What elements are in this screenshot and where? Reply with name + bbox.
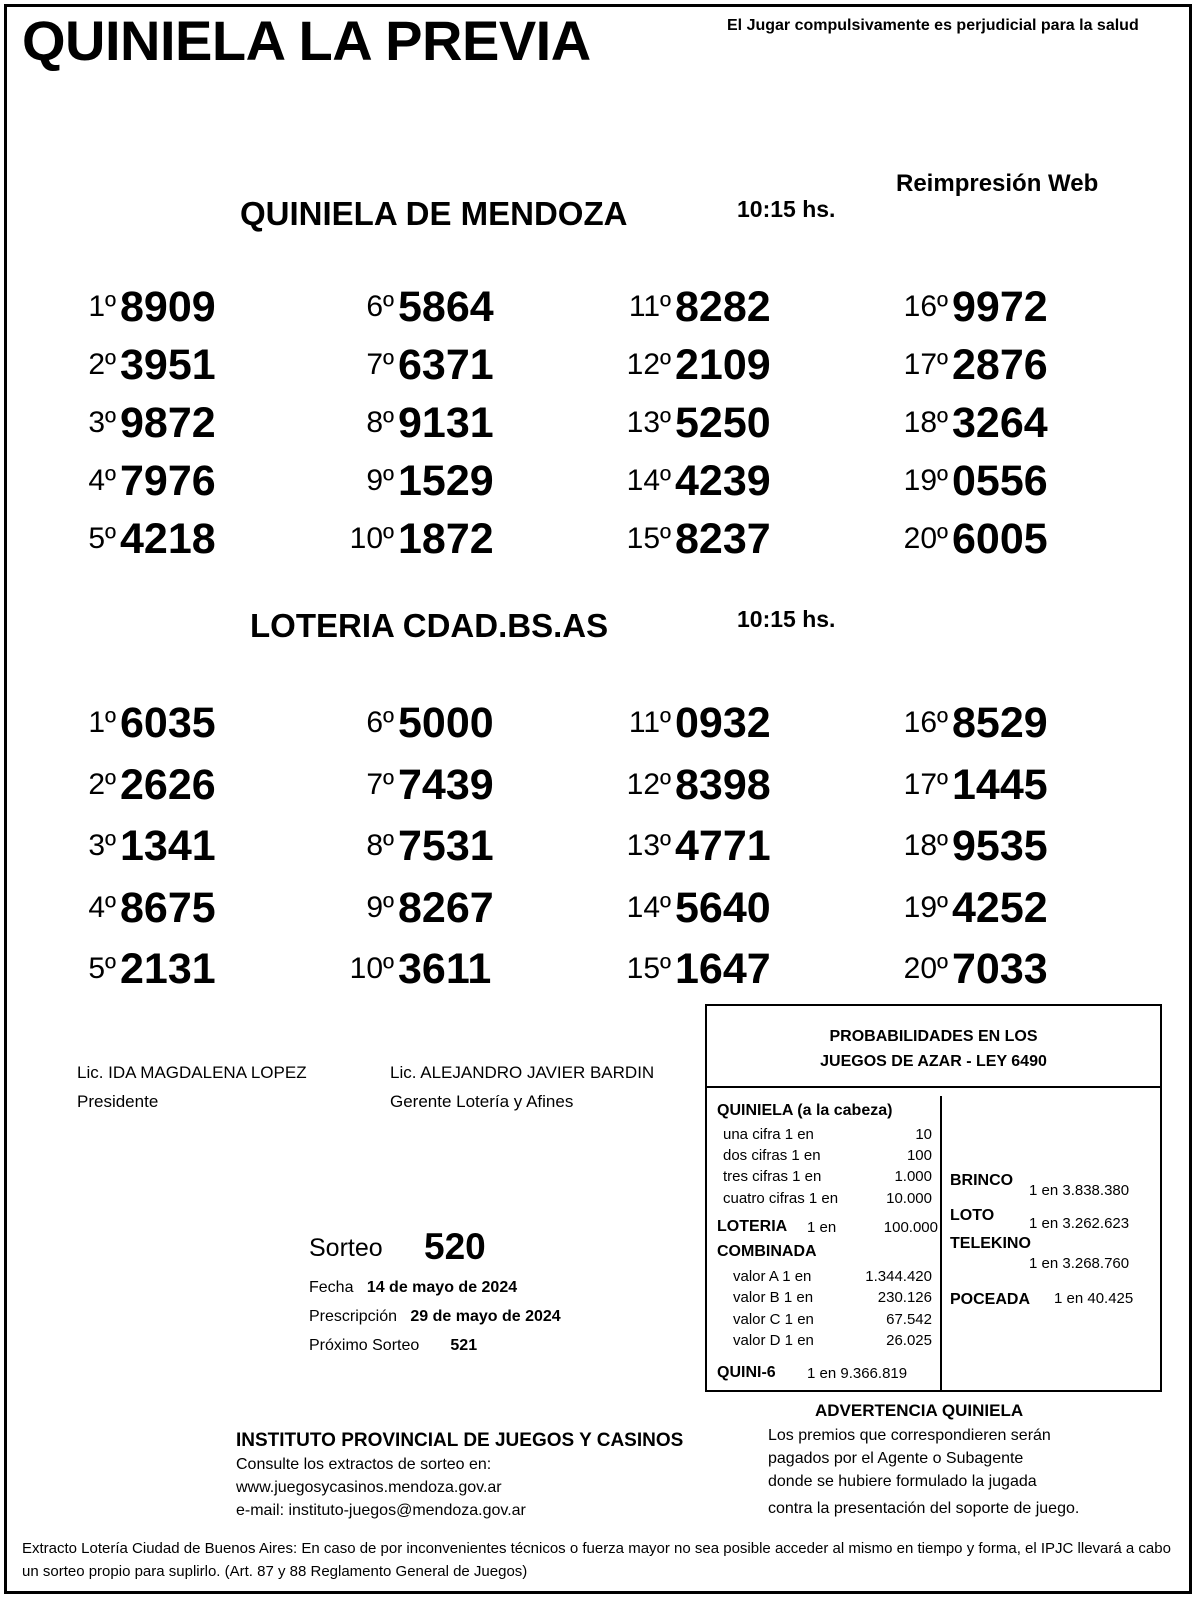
result-entry <box>625 877 845 933</box>
probabilities-title-line1: PROBABILIDADES EN LOS <box>829 1028 1038 1045</box>
fecha-row <box>309 1279 517 1297</box>
signature-name-president: Lic. IDA MAGDALENA LOPEZ <box>77 1063 307 1082</box>
fecha-value: 14 de mayo de 2024 <box>366 1279 518 1296</box>
combinada-prob-value: 26.025 <box>886 1332 932 1349</box>
prescripcion-value: 29 de mayo de 2024 <box>410 1308 561 1325</box>
combinada-prob-title: COMBINADA <box>717 1243 817 1260</box>
result-number: 2131 <box>120 945 216 993</box>
combinada-prob-label: valor A 1 en <box>733 1268 812 1285</box>
result-entry <box>625 938 845 994</box>
result-position: 8º <box>366 829 394 862</box>
advertencia-line: donde se hubiere formulado la jugada <box>768 1473 1037 1490</box>
result-entry <box>348 276 568 332</box>
quini6-prob-value: 1 en 9.366.819 <box>807 1365 908 1382</box>
section-time-loteria-bsas: 10:15 hs. <box>737 606 836 632</box>
result-position: 5º <box>88 522 116 555</box>
result-entry <box>70 815 290 871</box>
result-position: 4º <box>88 890 116 924</box>
result-position: 19º <box>903 464 948 497</box>
result-entry <box>625 276 845 332</box>
result-number: 8237 <box>675 515 771 563</box>
advertencia-line: contra la presentación del soporte de juego. <box>768 1500 1080 1517</box>
result-entry <box>348 754 568 810</box>
result-entry <box>70 276 290 332</box>
result-number: 7033 <box>952 945 1048 993</box>
result-position: 18º <box>903 829 948 862</box>
result-number: 4252 <box>952 883 1048 932</box>
result-number: 0556 <box>952 457 1048 505</box>
signature-role-manager: Gerente Lotería y Afines <box>390 1092 574 1111</box>
legal-note: Extracto Lotería Ciudad de Buenos Aires: En caso de por inconvenientes técnicos o fuerza mayor no sea posible acceder al mismo en tiempo y forma, el IPJC llevará a cabo un sorteo propio para suplirlo. (Art. 87 y 88 Reglamento General de Juegos) <box>22 1540 1171 1580</box>
result-entry <box>902 754 1122 810</box>
quiniela-prob-label: dos cifras 1 en <box>723 1147 821 1164</box>
result-number: 9131 <box>398 399 494 447</box>
combinada-prob-value: 1.344.420 <box>865 1268 932 1285</box>
result-entry <box>902 392 1122 448</box>
combinada-prob-label: valor B 1 en <box>733 1289 814 1306</box>
result-number: 3951 <box>120 341 216 389</box>
result-position: 15º <box>626 522 671 555</box>
quiniela-prob-value: 10 <box>915 1126 932 1143</box>
result-position: 18º <box>903 406 948 439</box>
result-position: 1º <box>88 290 116 323</box>
probabilities-title-line2: JUEGOS DE AZAR - LEY 6490 <box>820 1053 1047 1070</box>
poceada-prob-value: 1 en 40.425 <box>1054 1290 1134 1307</box>
result-entry <box>625 334 845 390</box>
result-number: 8267 <box>398 883 494 932</box>
result-entry <box>348 334 568 390</box>
result-number: 4239 <box>675 457 771 505</box>
result-position: 19º <box>903 890 948 924</box>
result-position: 9º <box>366 890 394 924</box>
advertencia-line: Los premios que correspondieren serán <box>768 1427 1051 1444</box>
result-position: 6º <box>366 706 394 739</box>
result-position: 16º <box>903 706 948 739</box>
result-entry <box>902 938 1122 994</box>
section-title-mendoza: QUINIELA DE MENDOZA <box>240 195 628 232</box>
result-number: 5864 <box>398 283 494 331</box>
result-entry <box>348 692 568 748</box>
section-time-mendoza: 10:15 hs. <box>737 196 836 222</box>
result-position: 12º <box>626 348 671 381</box>
result-position: 17º <box>903 348 948 381</box>
result-number: 2626 <box>120 760 216 809</box>
result-number: 4771 <box>675 822 771 870</box>
result-entry <box>902 276 1122 332</box>
proximo-row <box>309 1337 477 1355</box>
result-position: 2º <box>88 767 116 801</box>
quiniela-prob-label: cuatro cifras 1 en <box>723 1190 839 1207</box>
result-entry <box>70 938 290 994</box>
result-position: 20º <box>903 952 948 985</box>
combinada-prob-value: 67.542 <box>886 1311 932 1328</box>
result-position: 7º <box>366 767 394 801</box>
result-position: 13º <box>626 829 671 862</box>
result-entry <box>348 392 568 448</box>
quiniela-prob-title: QUINIELA (a la cabeza) <box>717 1102 893 1119</box>
probabilities-divider <box>940 1096 942 1390</box>
brinco-prob-value: 1 en 3.838.380 <box>1029 1182 1130 1199</box>
loteria-prob-label: LOTERIA <box>717 1218 788 1235</box>
loteria-prob-value: 100.000 <box>883 1219 938 1236</box>
result-position: 15º <box>626 952 671 985</box>
result-entry <box>70 334 290 390</box>
reprint-label: Reimpresión Web <box>896 170 1099 197</box>
result-entry <box>70 754 290 810</box>
result-number: 6371 <box>398 341 494 389</box>
result-position: 11º <box>628 290 671 323</box>
result-number: 5250 <box>675 399 771 447</box>
result-number: 5000 <box>398 699 494 747</box>
result-number: 3264 <box>952 399 1048 447</box>
combinada-prob-value: 230.126 <box>877 1289 932 1306</box>
result-position: 1º <box>88 706 116 739</box>
result-number: 0932 <box>675 699 771 747</box>
result-position: 11º <box>628 706 671 739</box>
result-number: 8529 <box>952 699 1048 747</box>
combinada-prob-label: valor D 1 en <box>733 1332 814 1349</box>
website-link[interactable]: www.juegosycasinos.mendoza.gov.ar <box>236 1479 502 1496</box>
advertencia-title: ADVERTENCIA QUINIELA <box>815 1401 1024 1420</box>
probabilities-header <box>707 1006 1160 1088</box>
document-title: QUINIELA LA PREVIA <box>22 9 591 72</box>
result-number: 5640 <box>675 883 771 932</box>
result-entry <box>70 692 290 748</box>
result-number: 8282 <box>675 283 771 331</box>
result-entry <box>625 815 845 871</box>
result-number: 9972 <box>952 283 1048 331</box>
fecha-label: Fecha <box>309 1279 354 1296</box>
probabilities-box <box>705 1004 1162 1392</box>
signature-name-manager: Lic. ALEJANDRO JAVIER BARDIN <box>390 1063 655 1082</box>
result-position: 14º <box>626 890 671 924</box>
advertencia-line: pagados por el Agente o Subagente <box>768 1450 1024 1467</box>
result-number: 1647 <box>675 945 771 993</box>
result-entry <box>70 508 290 564</box>
gambling-warning: El Jugar compulsivamente es perjudicial para la salud <box>727 17 1139 34</box>
result-position: 20º <box>903 522 948 555</box>
result-number: 2109 <box>675 341 771 389</box>
prescripcion-label: Prescripción <box>309 1308 398 1325</box>
result-number: 1445 <box>952 760 1048 809</box>
result-number: 4218 <box>120 515 216 563</box>
quini6-prob-label: QUINI-6 <box>717 1364 776 1381</box>
result-position: 9º <box>366 464 394 497</box>
result-position: 17º <box>903 767 948 801</box>
institute-name: INSTITUTO PROVINCIAL DE JUEGOS Y CASINOS <box>236 1430 684 1451</box>
result-number: 6005 <box>952 515 1048 563</box>
result-number: 7531 <box>398 822 494 870</box>
result-entry <box>348 508 568 564</box>
combinada-prob-label: valor C 1 en <box>733 1311 814 1328</box>
result-entry <box>70 392 290 448</box>
result-position: 7º <box>366 348 394 381</box>
result-number: 9535 <box>952 822 1048 870</box>
poceada-prob-label: POCEADA <box>950 1291 1031 1308</box>
proximo-label: Próximo Sorteo <box>309 1337 420 1354</box>
result-entry <box>625 692 845 748</box>
result-position: 4º <box>88 464 116 497</box>
sorteo-number: 520 <box>424 1226 486 1267</box>
result-entry <box>625 508 845 564</box>
quiniela-prob-value: 10.000 <box>886 1190 932 1207</box>
result-entry <box>902 877 1122 933</box>
result-entry <box>902 334 1122 390</box>
result-number: 1529 <box>398 457 494 505</box>
result-entry <box>625 450 845 506</box>
result-number: 2876 <box>952 341 1048 389</box>
quiniela-prob-value: 100 <box>906 1147 932 1164</box>
result-position: 5º <box>88 952 116 985</box>
section-title-loteria-bsas: LOTERIA CDAD.BS.AS <box>250 607 609 644</box>
consult-text: Consulte los extractos de sorteo en: <box>236 1456 492 1473</box>
result-entry <box>902 815 1122 871</box>
result-number: 6035 <box>120 699 216 747</box>
brinco-prob-label: BRINCO <box>950 1172 1014 1189</box>
result-position: 10º <box>349 522 394 555</box>
result-entry <box>348 450 568 506</box>
loto-prob-label: LOTO <box>950 1207 995 1224</box>
result-entry <box>902 508 1122 564</box>
result-number: 3611 <box>398 945 492 993</box>
result-number: 1341 <box>120 822 216 870</box>
result-number: 1872 <box>398 515 494 563</box>
quiniela-prob-label: tres cifras 1 en <box>723 1168 822 1185</box>
sorteo-label: Sorteo <box>309 1234 383 1262</box>
result-number: 7439 <box>398 760 494 809</box>
result-entry <box>70 450 290 506</box>
telekino-prob-label: TELEKINO <box>950 1235 1031 1252</box>
result-position: 10º <box>349 952 394 985</box>
result-number: 7976 <box>120 457 216 505</box>
result-entry <box>625 754 845 810</box>
result-position: 12º <box>626 767 671 801</box>
result-position: 3º <box>88 406 116 439</box>
prescripcion-row <box>309 1308 561 1326</box>
loto-prob-value: 1 en 3.262.623 <box>1029 1215 1130 1232</box>
quiniela-prob-value: 1.000 <box>894 1168 932 1185</box>
result-entry <box>348 938 568 994</box>
result-number: 9872 <box>120 399 216 447</box>
result-entry <box>902 692 1122 748</box>
result-entry <box>70 877 290 933</box>
result-entry <box>625 392 845 448</box>
result-position: 13º <box>626 406 671 439</box>
email-link[interactable]: e-mail: instituto-juegos@mendoza.gov.ar <box>236 1502 526 1519</box>
result-entry <box>348 815 568 871</box>
quiniela-prob-label: una cifra 1 en <box>723 1126 814 1143</box>
result-position: 16º <box>903 290 948 323</box>
result-number: 8675 <box>120 883 216 932</box>
result-position: 6º <box>366 290 394 323</box>
result-position: 3º <box>88 829 116 862</box>
result-position: 2º <box>88 348 116 381</box>
signature-role-president: Presidente <box>77 1092 159 1111</box>
telekino-prob-value: 1 en 3.268.760 <box>1029 1255 1130 1272</box>
result-entry <box>902 450 1122 506</box>
result-number: 8398 <box>675 760 771 809</box>
result-number: 8909 <box>120 283 216 331</box>
result-position: 14º <box>626 464 671 497</box>
proximo-value: 521 <box>450 1337 478 1354</box>
result-entry <box>348 877 568 933</box>
loteria-prob-en: 1 en <box>807 1219 837 1236</box>
result-position: 8º <box>366 406 394 439</box>
